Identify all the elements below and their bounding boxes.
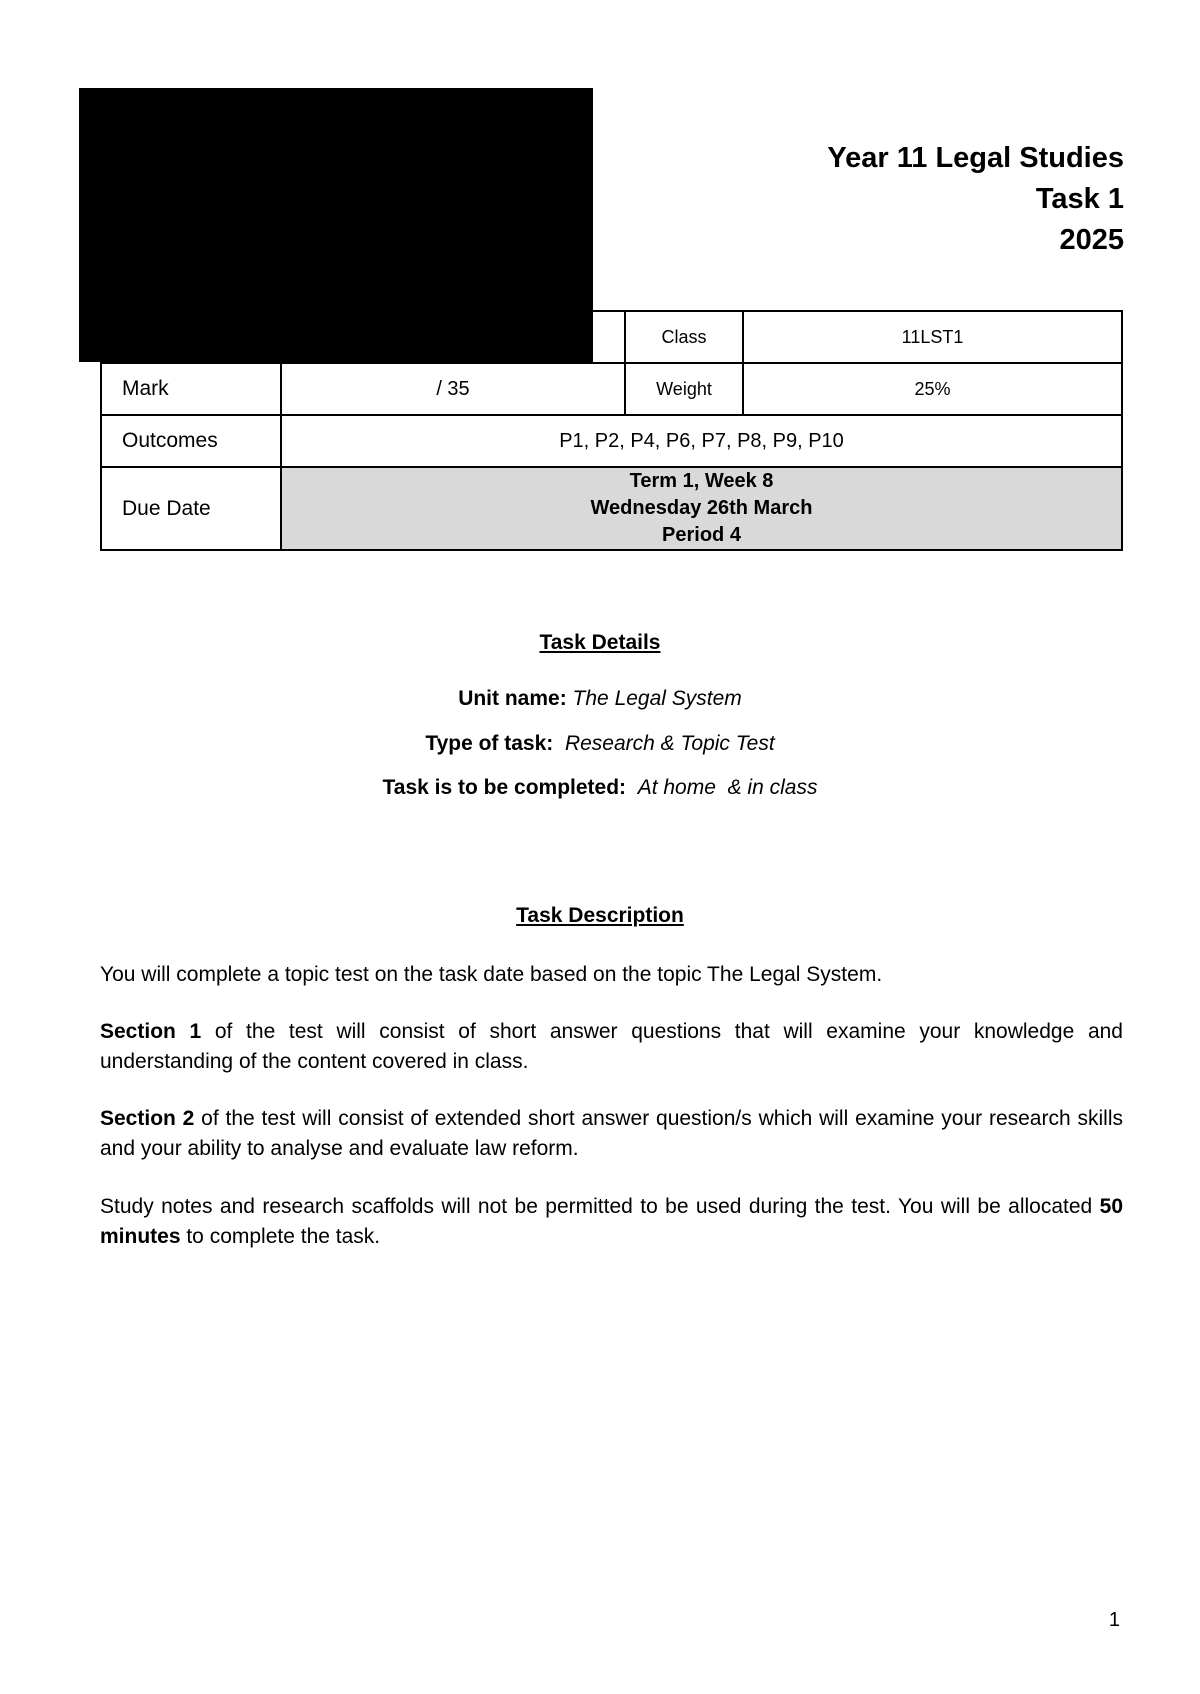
due-period: Period 4: [662, 524, 741, 546]
unit-name-line: [0, 687, 1200, 711]
study-notes-paragraph: [100, 1192, 1123, 1252]
due-day: Wednesday 26th March: [590, 497, 813, 519]
time-allocation: 50 minutes: [100, 1195, 1123, 1248]
table-row-due-date: [101, 467, 1122, 550]
section-2-label: Section 2: [100, 1107, 195, 1130]
task-description-heading: Task Description: [516, 904, 684, 927]
page-number: 1: [1108, 1609, 1120, 1631]
outcomes-label: Outcomes: [101, 415, 281, 467]
mark-value: / 35: [281, 363, 625, 415]
completion-line: [0, 776, 1200, 800]
redaction-block: [79, 88, 593, 362]
completion-value: At home & in class: [637, 776, 818, 799]
mark-label: Mark: [101, 363, 281, 415]
section-2-paragraph: [100, 1104, 1123, 1164]
completion-label: Task is to be completed:: [382, 776, 627, 799]
unit-name-label: Unit name:: [458, 687, 567, 710]
year: 2025: [1059, 224, 1124, 256]
task-number: Task 1: [1035, 183, 1124, 215]
notes-text-1: Study notes and research scaffolds will not be permitted to be used during the test. You will be allocated: [100, 1195, 1100, 1218]
intro-paragraph: You will complete a topic test on the task date based on the topic The Legal System.: [100, 963, 883, 986]
outcomes-value: P1, P2, P4, P6, P7, P8, P9, P10: [281, 415, 1122, 467]
task-type-label: Type of task:: [425, 732, 554, 755]
document-header: [827, 138, 1124, 261]
class-label: Class: [625, 311, 743, 363]
table-row-mark: [101, 363, 1122, 415]
due-date-label: Due Date: [101, 467, 281, 550]
section-1-paragraph: [100, 1017, 1123, 1077]
section-1-text: of the test will consist of short answer questions that will examine your knowledge and understanding of the content covered in class.: [100, 1020, 1123, 1073]
table-row-outcomes: [101, 415, 1122, 467]
class-value: 11LST1: [743, 311, 1122, 363]
task-details-heading: Task Details: [539, 631, 661, 654]
course-title: Year 11 Legal Studies: [827, 142, 1124, 174]
weight-value: 25%: [743, 363, 1122, 415]
task-type-value: Research & Topic Test: [564, 732, 775, 755]
task-type-line: [0, 732, 1200, 756]
due-date-value: [281, 467, 1122, 550]
unit-name-value: The Legal System: [572, 687, 742, 710]
section-1-label: Section 1: [100, 1020, 202, 1043]
weight-label: Weight: [625, 363, 743, 415]
section-2-text: of the test will consist of extended short answer question/s which will examine your research skills and your ability to analyse and evaluate law reform.: [100, 1107, 1123, 1160]
due-term-week: Term 1, Week 8: [629, 470, 774, 492]
notes-text-2: to complete the task.: [180, 1225, 381, 1248]
